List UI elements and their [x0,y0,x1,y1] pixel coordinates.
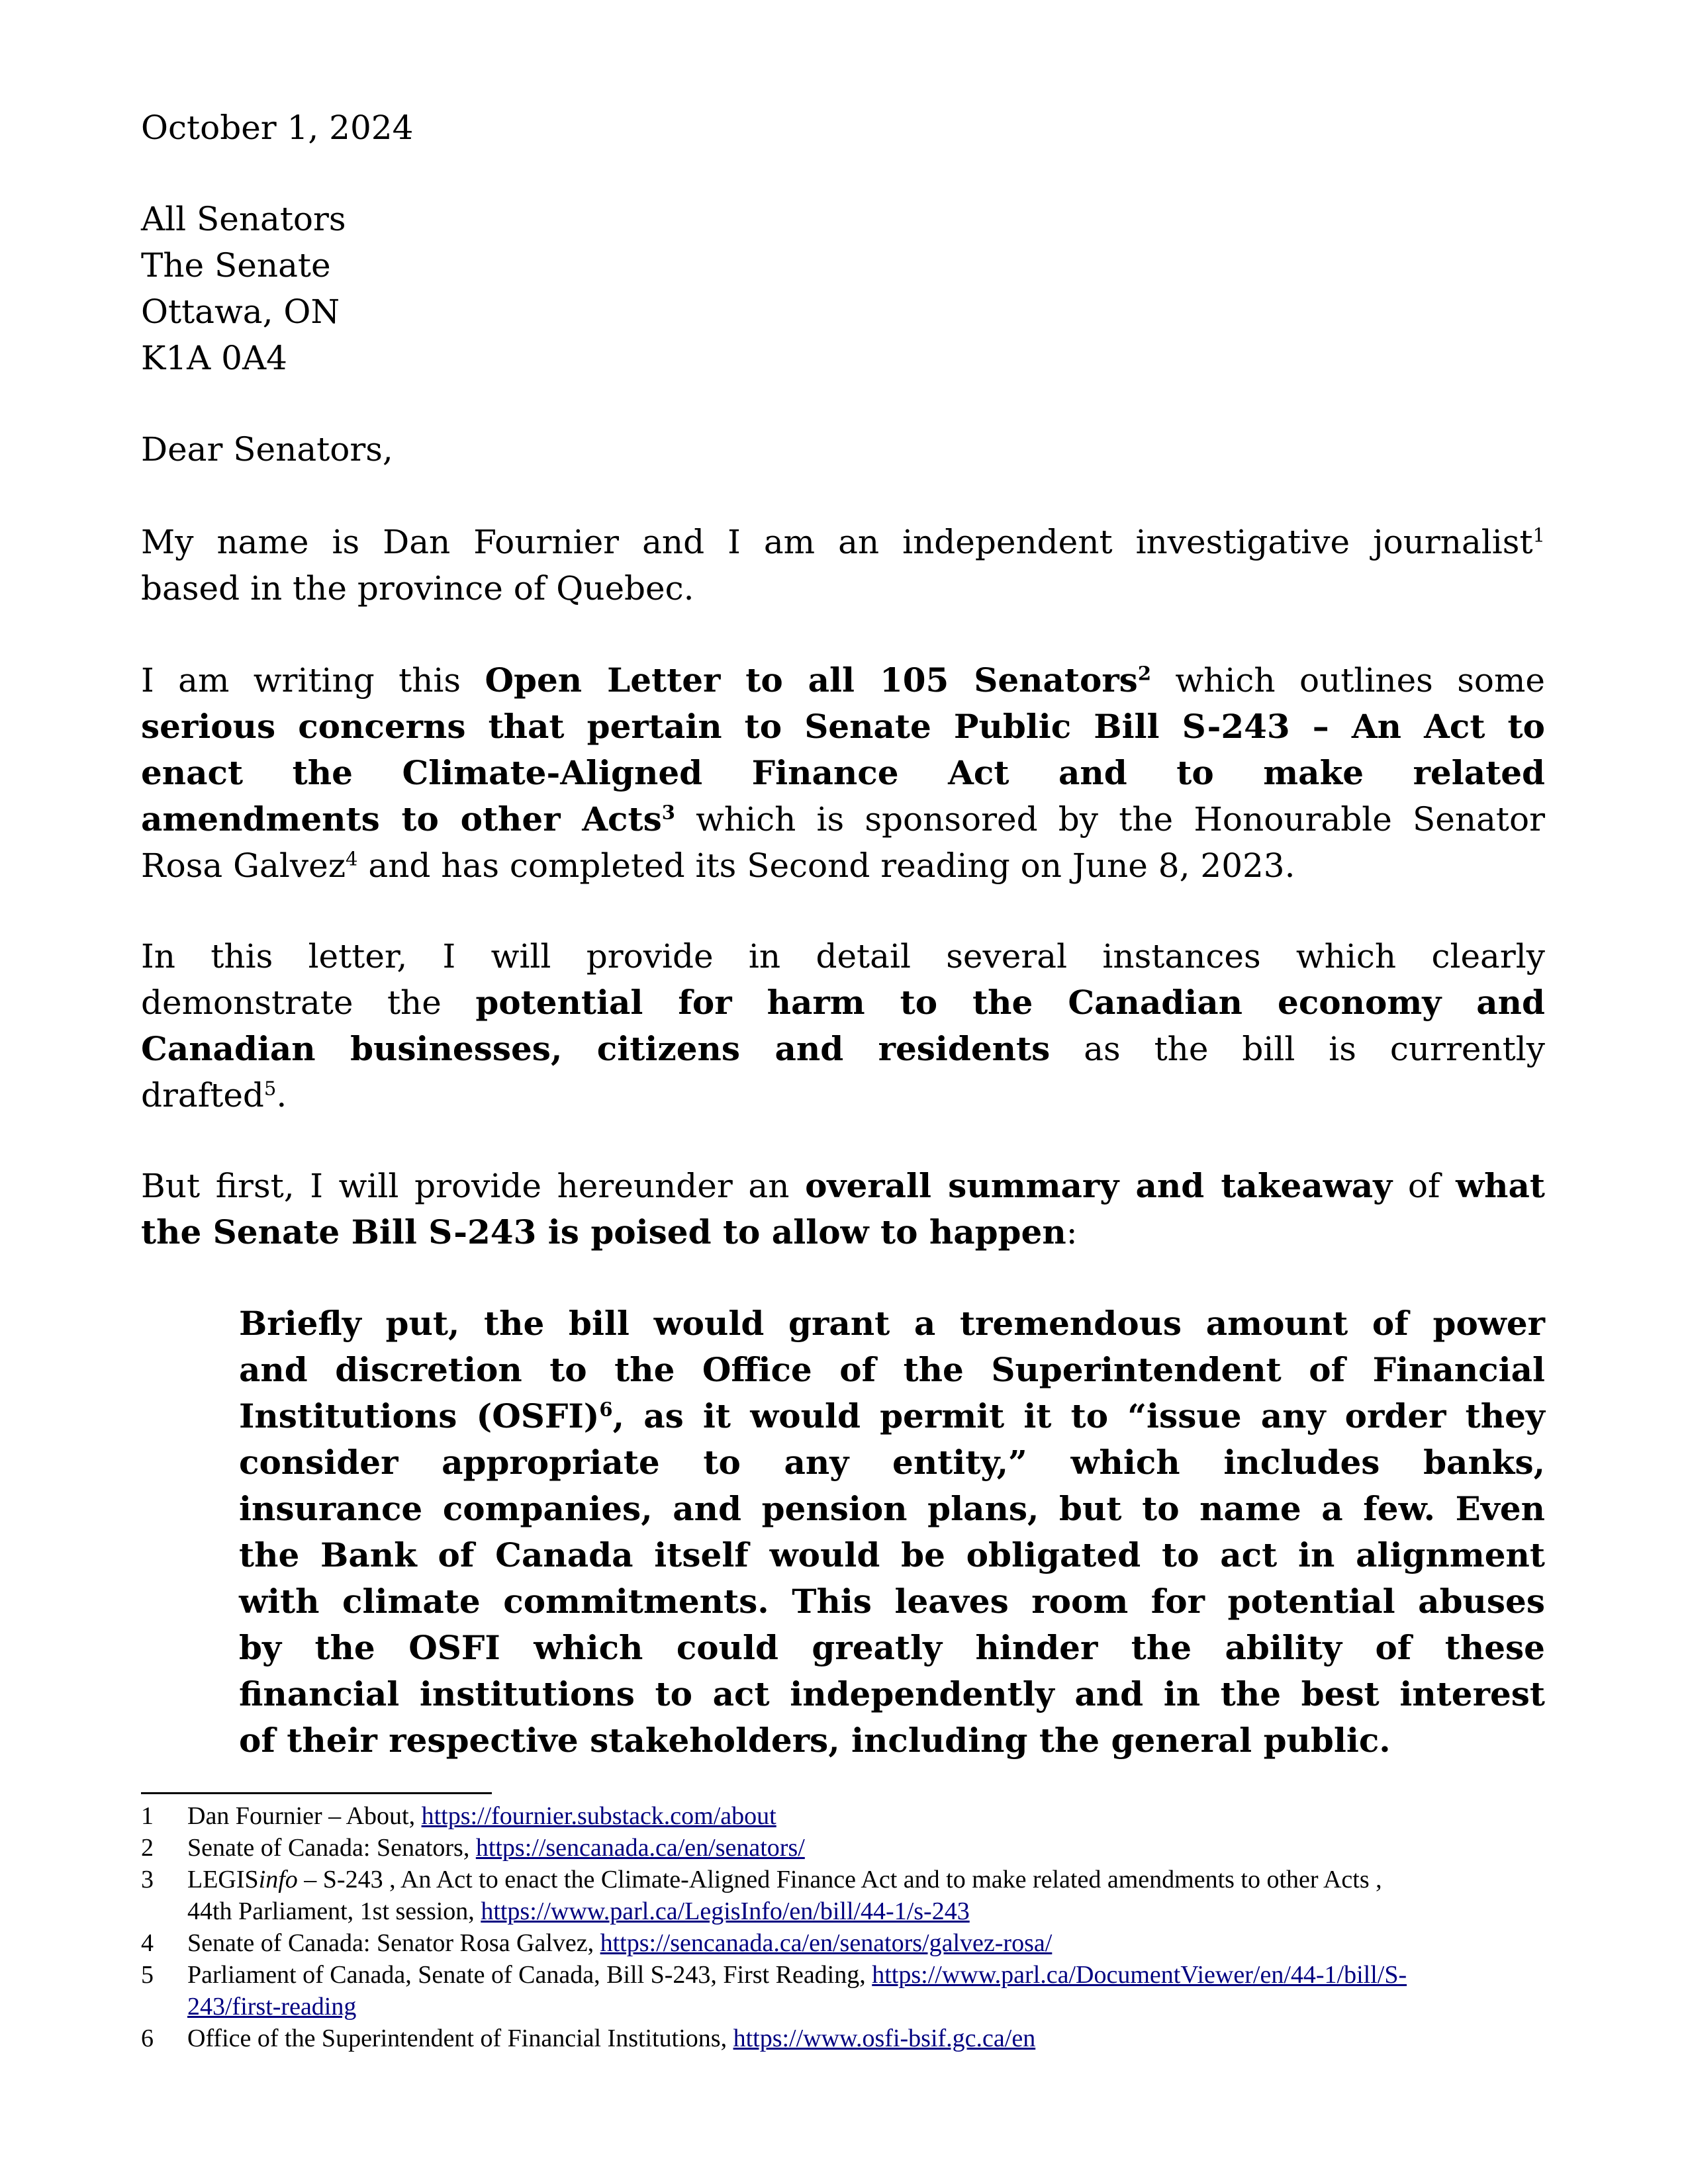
paragraph-line: amendments to other Acts$^3$ which is sponsored by the Honourable Senator [141,799,1545,839]
quote-line: and discretion to the Office of the Superintendent of Financial [239,1350,1545,1389]
address-line: Ottawa, ON [141,293,340,331]
paragraph-line: But first, I will provide hereunder an overall summary and takeaway of what [141,1166,1545,1205]
paragraph-intro [141,519,1545,612]
footnote-separator [141,1792,492,1794]
footnote-ref[interactable]: 1 [1532,523,1545,547]
paragraph-line: the Senate Bill S-243 is poised to allow to happen: [141,1212,1078,1251]
footnote-ref[interactable]: 4 [346,847,358,870]
footnote-link[interactable]: https://www.osfi-bsif.gc.ca/en [733,2025,1036,2052]
quote-line: Institutions (OSFI)$^6$, as it would permit it to “issue any order they [239,1396,1545,1435]
paragraph-line: enact the Climate-Aligned Finance Act and to make related [141,753,1545,792]
paragraph-open-letter [141,657,1545,889]
paragraph-summary-intro [141,1163,1545,1255]
footnote-number: 3 [141,1866,154,1893]
quote-line: insurance companies, and pension plans, but to name a few. Even [239,1489,1545,1528]
paragraph-harm [141,933,1545,1118]
paragraph-line: I am writing this Open Letter to all 105 Senators$^2$ which outlines some [141,660,1545,700]
footnote-ref[interactable]: 6 [599,1398,613,1421]
paragraph-line: In this letter, I will provide in detail several instances which clearly [141,937,1545,976]
footnote-number: 1 [141,1802,154,1830]
quote-line: Briefly put, the bill would grant a tremendous amount of power [239,1304,1545,1343]
footnote-5: 5 Parliament of Canada, Senate of Canada, Bill S-243, First Reading, https://www.parl.ca/DocumentViewer/en/44-1/bill/S- 243/first-reading [141,1959,1545,2023]
footnote-1: 1 Dan Fournier – About, https://fournier.substack.com/about [141,1800,1545,1832]
letter-date: October 1, 2024 [141,109,414,147]
quote-line: consider appropriate to any entity,” which includes banks, [239,1443,1545,1482]
footnote-number: 6 [141,2025,154,2052]
footnote-link[interactable]: https://sencanada.ca/en/senators/ [475,1834,805,1862]
footnote-6: 6 Office of the Superintendent of Financial Institutions, https://www.osfi-bsif.gc.ca/en [141,2023,1545,2054]
footnote-link[interactable]: https://www.parl.ca/DocumentViewer/en/44-1/bill/S- [872,1961,1407,1989]
footnote-link[interactable]: https://fournier.substack.com/about [421,1802,776,1830]
footnotes [141,1800,1545,2054]
footnote-link[interactable]: https://www.parl.ca/LegisInfo/en/bill/44-1/s-243 [481,1897,970,1925]
footnote-4: 4 Senate of Canada: Senator Rosa Galvez, https://sencanada.ca/en/senators/galvez-rosa/ [141,1927,1545,1959]
footnote-number: 2 [141,1834,154,1862]
quote-line: of their respective stakeholders, including the general public. [239,1721,1391,1760]
footnote-2: 2 Senate of Canada: Senators, https://sencanada.ca/en/senators/ [141,1832,1545,1864]
footnote-number: 4 [141,1929,154,1957]
footnote-ref[interactable]: 3 [661,801,675,824]
address-line: K1A 0A4 [141,339,287,377]
paragraph-line: drafted$^5$. [141,1076,287,1115]
footnote-link[interactable]: https://sencanada.ca/en/senators/galvez-rosa/ [600,1929,1053,1957]
address-line: All Senators [141,200,346,238]
footnote-number: 5 [141,1961,154,1989]
paragraph-line: demonstrate the potential for harm to the Canadian economy and [141,983,1545,1022]
footnote-3: 3 LEGISinfo – S-243 , An Act to enact the Climate-Aligned Finance Act and to make related amendments to other Acts , 44th Parliament, 1st session, https://www.parl.ca/LegisInfo/en/bill/44-1/s-243 [141,1864,1545,1927]
paragraph-line: serious concerns that pertain to Senate Public Bill S-243 – An Act to [141,707,1545,746]
paragraph-line: Rosa Galvez$^4$ and has completed its Second reading on June 8, 2023. [141,846,1295,885]
salutation: Dear Senators, [141,430,393,469]
summary-block-quote [239,1300,1545,1764]
recipient-address [141,196,1545,381]
footnote-link[interactable]: 243/first-reading [187,1993,357,2021]
quote-line: with climate commitments. This leaves room for potential abuses [239,1582,1545,1621]
paragraph-line: based in the province of Quebec. [141,569,694,608]
footnote-ref[interactable]: 5 [263,1077,277,1100]
paragraph-line: My name is Dan Fournier and I am an independent investigative journalist$^1$ [141,523,1545,561]
paragraph-line: Canadian businesses, citizens and residents as the bill is currently [141,1029,1545,1068]
footnote-ref[interactable]: 2 [1137,662,1152,685]
address-line: The Senate [141,246,331,285]
quote-line: the Bank of Canada itself would be obligated to act in alignment [239,1535,1545,1574]
quote-line: financial institutions to act independently and in the best interest [239,1674,1545,1713]
quote-line: by the OSFI which could greatly hinder the ability of these [239,1628,1545,1667]
